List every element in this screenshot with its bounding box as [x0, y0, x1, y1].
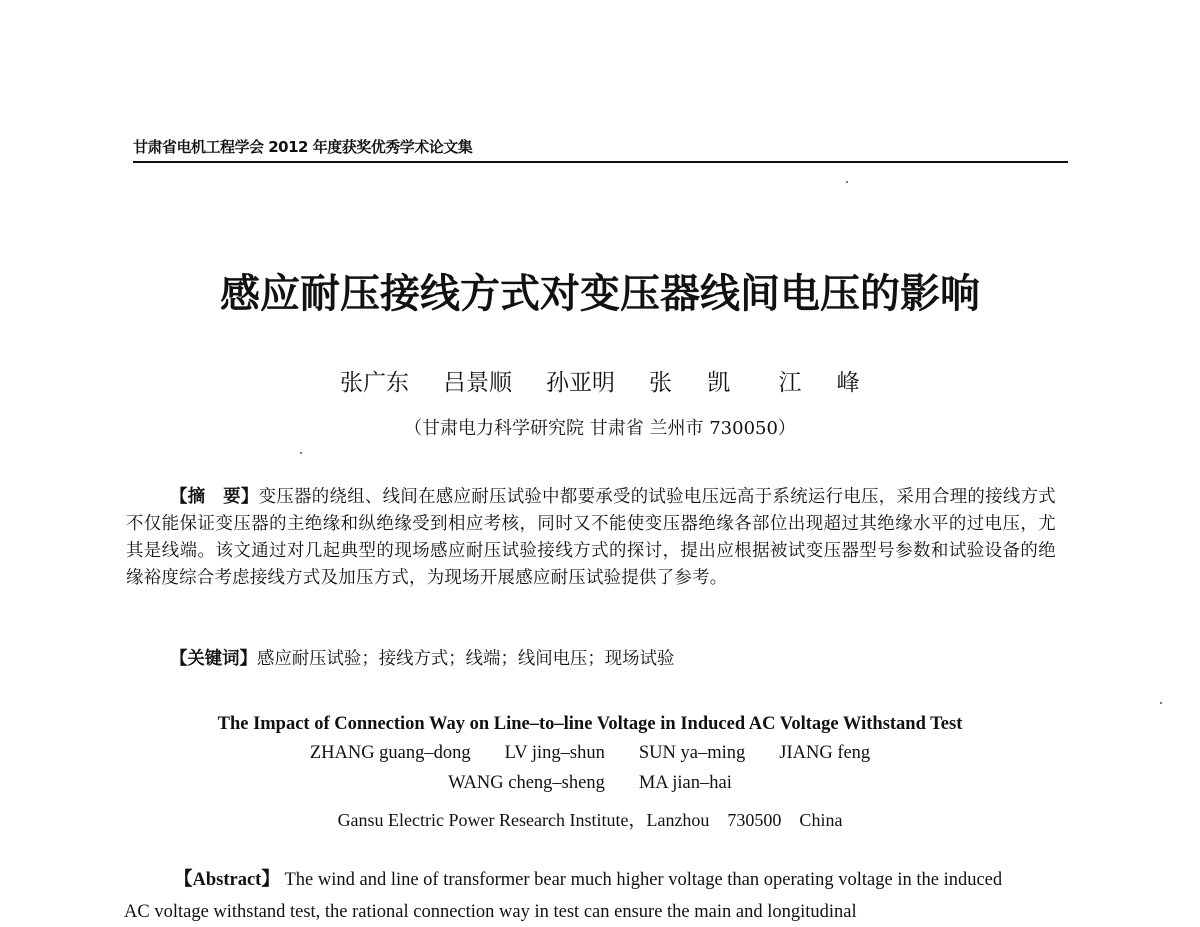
english-authors-row-1	[0, 743, 1180, 764]
english-author: JIANG feng	[779, 743, 871, 763]
chinese-abstract	[126, 484, 1056, 592]
chinese-keywords	[170, 644, 674, 669]
chinese-title: 感应耐压接线方式对变压器线间电压的影响	[220, 270, 980, 317]
english-author: ZHANG guang–dong	[309, 743, 471, 763]
chinese-keywords-label: 【关键词】	[170, 649, 257, 669]
scan-speck	[1160, 702, 1162, 704]
english-authors-row-2	[0, 773, 1180, 794]
english-author: SUN ya–ming	[638, 743, 746, 763]
english-title: The Impact of Connection Way on Line–to–line Voltage in Induced AC Voltage Withstand Test	[217, 714, 963, 734]
scan-speck	[846, 181, 848, 183]
chinese-abstract-text: 变压器的绕组、线间在感应耐压试验中都要承受的试验电压远高于系统运行电压，采用合理的接线方式不仅能保证变压器的主绝缘和纵绝缘受到相应考核，同时又不能使变压器绝缘各部位出现超过其绝缘水平的过电压，尤其是线端。该文通过对几起典型的现场感应耐压试验接线方式的探讨，提出应根据被试变压器型号参数和试验设备的绝缘裕度综合考虑接线方式及加压方式，为现场开展感应耐压试验提供了参考。	[126, 487, 1056, 588]
english-author: WANG cheng–sheng	[448, 773, 605, 793]
english-author: MA jian–hai	[638, 773, 732, 793]
chinese-author: 张 凯	[649, 370, 745, 396]
english-affiliation: Gansu Electric Power Research Institute，Lanzhou 730500 China	[337, 810, 843, 830]
chinese-keywords-text: 感应耐压试验；接线方式；线端；线间电压；现场试验	[256, 649, 675, 669]
chinese-affiliation: （甘肃电力科学研究院 甘肃省 兰州市 730050）	[404, 418, 796, 439]
english-abstract	[124, 864, 1024, 927]
chinese-authors	[340, 364, 874, 397]
chinese-abstract-label: 【摘 要】	[170, 487, 259, 507]
chinese-author: 吕景顺	[443, 370, 512, 396]
chinese-author: 孙亚明	[546, 370, 615, 396]
chinese-author: 张广东	[340, 370, 409, 396]
chinese-author: 江 峰	[778, 370, 874, 396]
english-abstract-text: The wind and line of transformer bear much higher voltage than operating voltage in the induced AC voltage withstand test, the rational connection way in test can ensure the main and longitudinal	[124, 870, 1003, 922]
english-author: LV jing–shun	[504, 743, 605, 763]
english-abstract-label: 【Abstract】	[174, 870, 280, 890]
header-rule	[133, 161, 1068, 163]
scan-speck	[300, 452, 302, 454]
running-header: 甘肃省电机工程学会 2012 年度获奖优秀学术论文集	[133, 138, 473, 156]
